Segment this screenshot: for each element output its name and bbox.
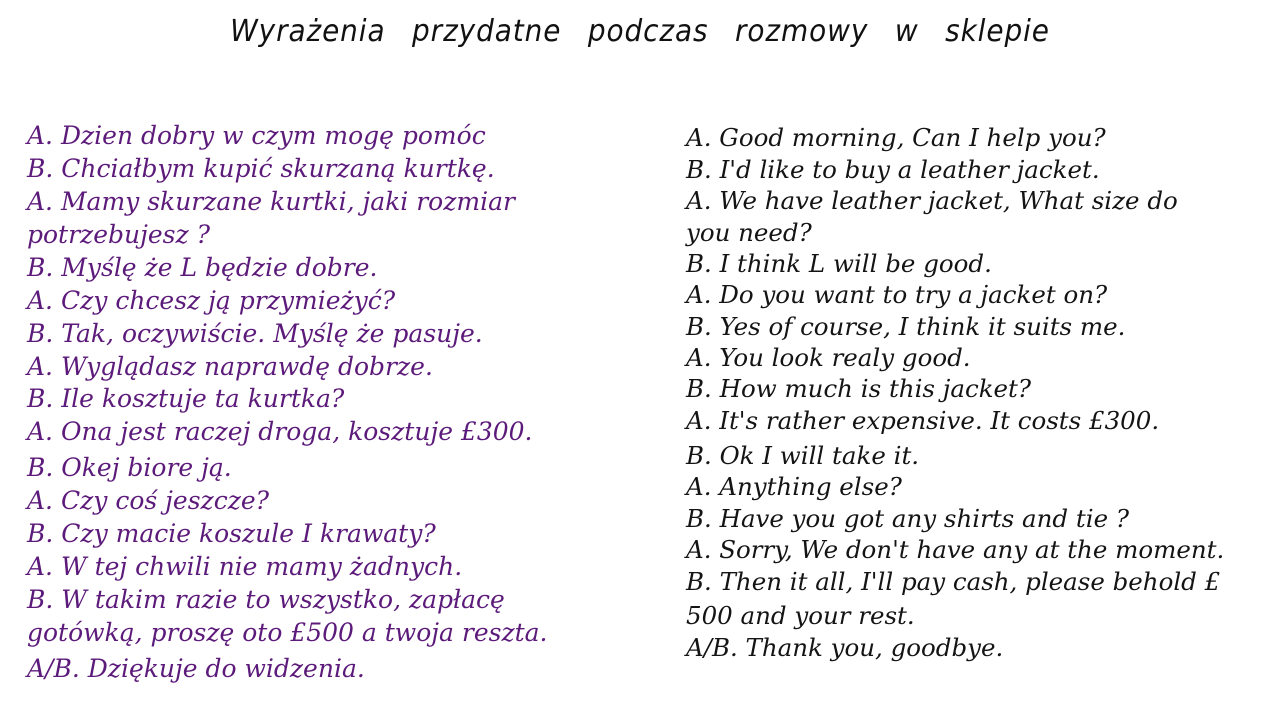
- polish-line: A/B. Dziękuje do widzenia.: [27, 654, 365, 683]
- english-line: A. Good morning, Can I help you?: [686, 123, 1106, 152]
- english-line: A. Sorry, We don't have any at the moment.: [686, 535, 1225, 564]
- polish-line: B. Czy macie koszule I krawaty?: [27, 519, 436, 548]
- english-line: B. Ok I will take it.: [686, 441, 920, 470]
- polish-line: A. W tej chwili nie mamy żadnych.: [27, 552, 463, 581]
- polish-line: gotówką, proszę oto £500 a twoja reszta.: [27, 618, 548, 647]
- english-line: 500 and your rest.: [686, 601, 915, 630]
- english-line: A/B. Thank you, goodbye.: [686, 633, 1004, 662]
- polish-line: A. Wyglądasz naprawdę dobrze.: [27, 352, 433, 381]
- polish-line: B. Tak, oczywiście. Myślę że pasuje.: [27, 319, 483, 348]
- english-line: B. Then it all, I'll pay cash, please behold £: [686, 567, 1221, 596]
- english-line: A. It's rather expensive. It costs £300.: [686, 406, 1160, 435]
- polish-line: potrzebujesz ?: [27, 220, 211, 249]
- polish-line: A. Czy chcesz ją przymieżyć?: [27, 286, 396, 315]
- english-line: B. Yes of course, I think it suits me.: [686, 312, 1126, 341]
- page-title: Wyrażenia przydatne podczas rozmowy w sklepie: [230, 14, 1050, 49]
- polish-line: A. Mamy skurzane kurtki, jaki rozmiar: [27, 187, 515, 216]
- english-line: A. We have leather jacket, What size do: [686, 186, 1178, 215]
- polish-line: B. Chciałbym kupić skurzaną kurtkę.: [27, 154, 495, 183]
- polish-line: B. Myślę że L będzie dobre.: [27, 253, 378, 282]
- polish-line: B. Ile kosztuje ta kurtka?: [27, 384, 345, 413]
- english-line: B. Have you got any shirts and tie ?: [686, 504, 1129, 533]
- english-line: you need?: [686, 218, 812, 247]
- english-line: B. I'd like to buy a leather jacket.: [686, 155, 1100, 184]
- polish-line: A. Ona jest raczej droga, kosztuje £300.: [27, 417, 533, 446]
- polish-line: A. Dzien dobry w czym mogę pomóc: [27, 121, 486, 150]
- polish-line: A. Czy coś jeszcze?: [27, 486, 270, 515]
- english-line: A. Anything else?: [686, 472, 902, 501]
- english-line: B. I think L will be good.: [686, 249, 992, 278]
- english-line: A. You look realy good.: [686, 343, 971, 372]
- english-line: A. Do you want to try a jacket on?: [686, 280, 1108, 309]
- polish-line: B. Okej biore ją.: [27, 453, 232, 482]
- polish-line: B. W takim razie to wszystko, zapłacę: [27, 585, 505, 614]
- english-line: B. How much is this jacket?: [686, 374, 1032, 403]
